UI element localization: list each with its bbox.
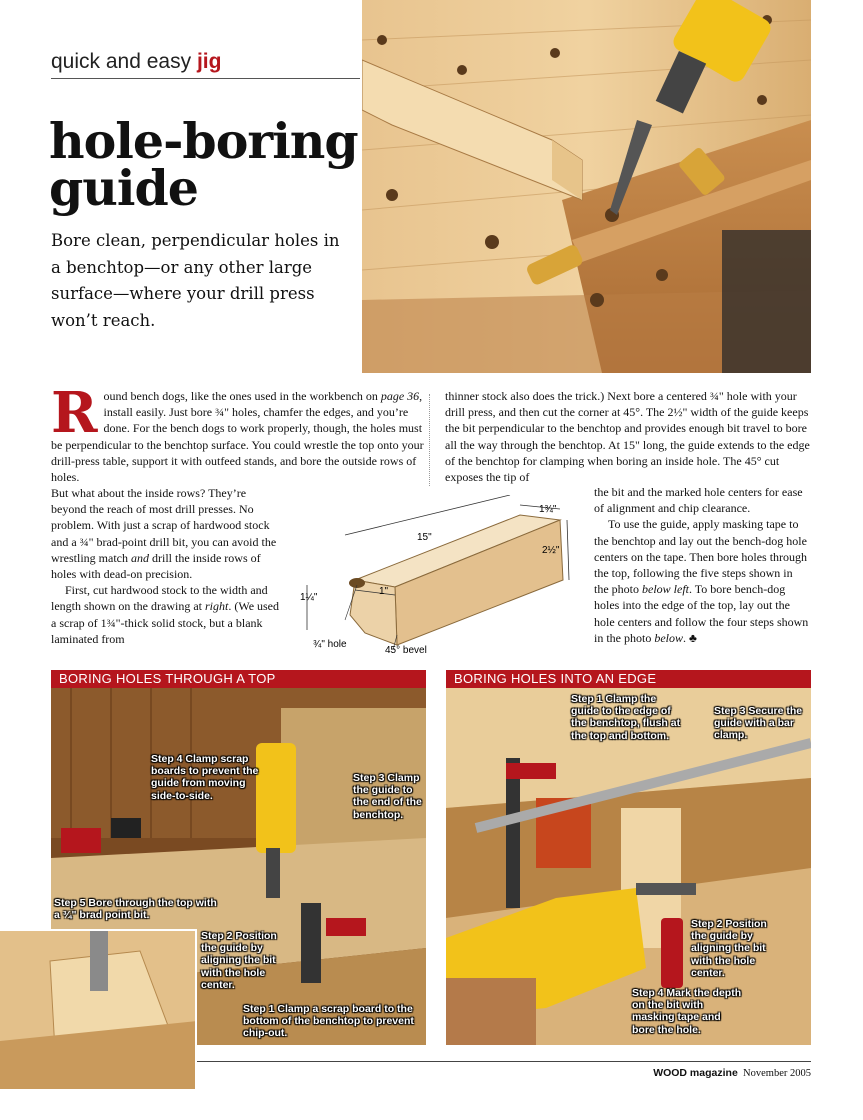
step2-callout: Step 2 Position the guide by aligning the bit with the hole center. bbox=[201, 930, 277, 991]
page-reference: page 36 bbox=[380, 389, 420, 403]
diagram-dim-thickness: 1¾" bbox=[539, 504, 557, 515]
hero-photo bbox=[362, 0, 811, 373]
para1-and: and bbox=[130, 550, 149, 565]
para4-text: To use the guide, apply masking tape to the benchtop and lay out the bench-dog hole centers on the tape. Then bore holes through the top, following the five steps shown in the photo bbox=[594, 517, 808, 597]
footer-magazine: WOOD magazine bbox=[653, 1067, 738, 1079]
para2-end: . (We used a scrap of 1¾"-thick solid stock, but a blank laminated from bbox=[51, 599, 280, 646]
para1-end: drill the inside rows of holes with dead-on precision. bbox=[51, 550, 261, 582]
kicker-accent: jig bbox=[196, 50, 222, 73]
para4-below-left: below left bbox=[642, 582, 689, 597]
edge-step4-callout: Step 4 Mark the depth on the bit with masking tape and bore the hole. bbox=[632, 987, 742, 1036]
step3-callout: Step 3 Clamp the guide to the end of the benchtop. bbox=[353, 772, 422, 821]
drop-cap: R bbox=[51, 380, 98, 446]
body-column-1-narrow bbox=[51, 485, 283, 647]
para1-inside-rows: But what about the inside rows? They’re beyond the reach of most drill presses. No problem. With just a scrap of hardwood stock and a ¾" brad-point drill bit, you can avoid the wrestling match bbox=[51, 486, 277, 565]
section-kicker bbox=[51, 50, 360, 79]
edge-step2-callout: Step 2 Position the guide by aligning the bit with the hole center. bbox=[691, 918, 767, 979]
end-mark: ♣ bbox=[689, 630, 697, 645]
page-footer bbox=[600, 1067, 811, 1079]
section-bar-through-top: BORING HOLES THROUGH A TOP bbox=[51, 670, 426, 688]
para2-right: right bbox=[204, 599, 229, 614]
guide-diagram bbox=[295, 495, 595, 660]
diagram-dim-edge: 1" bbox=[379, 586, 389, 597]
article-title: hole-boring guide bbox=[49, 112, 358, 217]
para1-text-cont: , install easily. Just bore ¾" holes, chamfer the edges, and you’re done. For the bench dogs to work properly, though, the holes must be perpendicular to the benchtop surface. You could wrestle the top onto your drill-press table, support it with outfeed stands, and bore the outside rows of holes. bbox=[51, 389, 424, 485]
step1-callout: Step 1 Clamp a scrap board to the bottom of the benchtop to prevent chip-out. bbox=[243, 1003, 414, 1040]
step4-callout: Step 4 Clamp scrap boards to prevent the guide from moving side-to-side. bbox=[151, 753, 259, 802]
edge-step1-callout: Step 1 Clamp the guide to the edge of the benchtop, flush at the top and bottom. bbox=[571, 693, 681, 742]
para1-text: ound bench dogs, like the ones used in the workbench on bbox=[103, 389, 381, 403]
step5-callout: Step 5 Bore through the top with a ¾" brad point bit. bbox=[54, 897, 217, 922]
diagram-label-bevel: 45° bevel bbox=[385, 645, 427, 656]
diagram-label-hole: ¾" hole bbox=[313, 639, 347, 650]
para4-below: below bbox=[654, 630, 683, 645]
body-column-2 bbox=[445, 388, 810, 485]
diagram-dim-width: 2½" bbox=[542, 545, 560, 556]
edge-step3-callout: Step 3 Secure the guide with a bar clamp. bbox=[714, 705, 803, 742]
para3-end: the bit and the marked hole centers for ease of alignment and chip clearance. bbox=[594, 485, 803, 516]
diagram-dim-height: 1¼" bbox=[300, 592, 318, 603]
footer-rule bbox=[197, 1061, 811, 1062]
inset-photo-drill-bit bbox=[0, 929, 197, 1089]
body-column-2-narrow bbox=[594, 484, 810, 646]
para3-text: thinner stock also does the trick.) Next bore a centered ¾" hole with your drill press, and then cut the corner at 45°. The 2½" width of the guide keeps the bit perpendicular to the benchtop and provides enough bit travel to bore all the way through the benchtop. At 15" long, the guide extends to the edge of the benchtop for clamping when boring an inside hole. The 45° cut exposes the tip of bbox=[445, 389, 810, 485]
para2-text: First, cut hardwood stock to the width and length shown on the drawing at bbox=[51, 583, 268, 614]
kicker-prefix: quick and easy bbox=[51, 50, 197, 73]
body-column-1 bbox=[51, 380, 425, 485]
column-divider bbox=[429, 394, 430, 486]
para4-end: . bbox=[683, 630, 686, 645]
footer-issue: November 2005 bbox=[743, 1068, 811, 1079]
article-deck: Bore clean, perpendicular holes in a benchtop—or any other large surface—where your drill press won’t reach. bbox=[51, 231, 340, 330]
para4-mid: . To bore bench-dog holes into the edge of the top, lay out the hole centers and follow the four steps shown in the photo bbox=[594, 582, 809, 645]
diagram-dim-length: 15" bbox=[417, 532, 432, 543]
photo-boring-into-edge bbox=[446, 688, 811, 1045]
section-bar-into-edge: BORING HOLES INTO AN EDGE bbox=[446, 670, 811, 688]
